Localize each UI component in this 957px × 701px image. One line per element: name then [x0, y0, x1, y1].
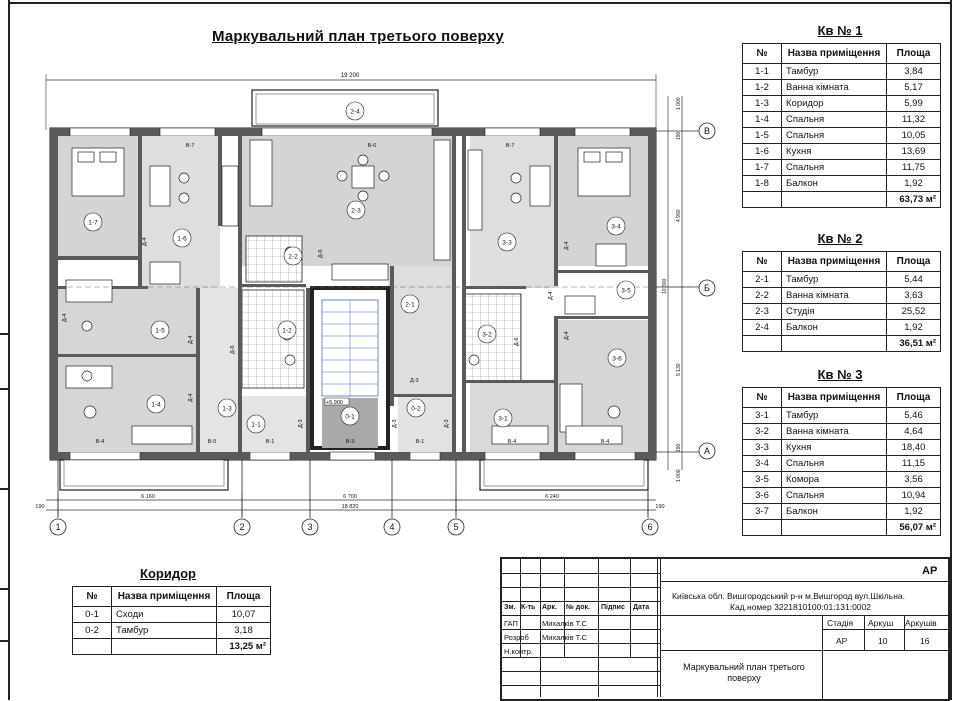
room-tag: 1-3	[222, 405, 232, 413]
room-tag: 0-2	[411, 405, 421, 413]
window-mark: В-4	[95, 439, 105, 445]
table-header-row: № Назва приміщення Площа	[73, 587, 271, 607]
table-row: 1-6 Кухня 13,69	[743, 144, 941, 160]
door-mark: Д-6	[514, 337, 520, 346]
header-area: Площа	[887, 44, 941, 64]
table-total-row	[743, 336, 941, 352]
table-row: 3-1 Тамбур 5,46	[743, 408, 941, 424]
table-row: 3-6 Спальня 10,94	[743, 488, 941, 504]
axis-label: 6	[647, 522, 653, 532]
axis-label: 1	[55, 522, 61, 532]
dim-right: 1 000	[676, 469, 682, 482]
room-tag: 3-3	[502, 239, 512, 247]
room-tag: 1-4	[151, 401, 161, 409]
dim-right: 190	[676, 443, 682, 452]
table-row: 3-5 Комора 3,56	[743, 472, 941, 488]
room-tag: 1-7	[88, 219, 98, 227]
table-row: 2-3 Студія 25,52	[743, 304, 941, 320]
elevation-mark: +5.900	[326, 400, 343, 406]
door-mark: Д-4	[62, 313, 68, 322]
dim-right: 5 130	[676, 363, 682, 376]
kv2-total: 36,51 м²	[887, 336, 941, 352]
axis-label: 5	[453, 522, 459, 532]
kv3-table	[742, 387, 941, 536]
table-header-row: № Назва приміщення Площа	[743, 388, 941, 408]
door-mark: Д-4	[188, 393, 194, 402]
dim-right: 1 000	[676, 97, 682, 110]
room-tag: 3-5	[621, 287, 631, 295]
stamp-address: Київська обл. Вишгородський р-н м.Вишгород вул.Шкільна.	[672, 591, 905, 601]
dim-5-6: 6 240	[545, 494, 559, 500]
axis-label: 4	[389, 522, 395, 532]
window-mark: В-7	[505, 143, 515, 149]
room-tag: 3-2	[482, 331, 492, 339]
room-tag: 1-6	[177, 235, 187, 243]
axis-label: Б	[704, 283, 710, 293]
stamp-cadastral: Кад.номер 3221810100:01:131:0002	[730, 602, 871, 612]
room-tag: 2-2	[288, 253, 298, 261]
table-row: 3-4 Спальня 11,15	[743, 456, 941, 472]
page-title: Маркувальний план третього поверху	[212, 28, 504, 45]
dim-1-2: 6 160	[141, 494, 155, 500]
stamp-sheet-title: Маркувальний план третього поверху	[683, 662, 805, 683]
window-mark: В-1	[415, 439, 425, 445]
room-tag: 2-4	[350, 108, 360, 116]
window-mark: В-4	[600, 439, 610, 445]
table-row: 0-2 Тамбур 3,18	[73, 623, 271, 639]
stamp-code: АР	[922, 565, 938, 577]
kv2-title: Кв № 2	[817, 231, 863, 246]
window-mark: В-3	[345, 439, 355, 445]
kv3-total: 56,07 м²	[887, 520, 941, 536]
door-mark: Д-3	[444, 419, 450, 428]
table-row: 2-1 Тамбур 5,44	[743, 272, 941, 288]
kv3-title: Кв № 3	[817, 367, 863, 382]
room-tag: 0-1	[345, 413, 355, 421]
header-name: Назва приміщення	[782, 44, 887, 64]
table-total-row	[73, 639, 271, 655]
table-total-row	[743, 192, 941, 208]
window-mark: В-7	[185, 143, 195, 149]
room-tag: 1-5	[155, 327, 165, 335]
table-row: 3-7 Балкон 1,92	[743, 504, 941, 520]
kv1-table	[742, 43, 941, 208]
dim-edge: 190	[35, 504, 45, 510]
table-row: 2-4 Балкон 1,92	[743, 320, 941, 336]
axis-label: В	[703, 126, 711, 136]
door-mark: Д-4	[188, 335, 194, 344]
table-row: 3-2 Ванна кімната 4,64	[743, 424, 941, 440]
door-mark: Д-3	[298, 419, 304, 428]
axis-label: 2	[239, 522, 245, 532]
axis-label: А	[703, 446, 711, 456]
table-header-row	[743, 44, 941, 64]
corridor-title: Коридор	[140, 566, 196, 581]
dim-right: 190	[676, 131, 682, 140]
door-mark: Д-3	[410, 378, 419, 384]
door-mark: Д-3	[392, 419, 398, 428]
room-tag: 1-1	[251, 421, 261, 429]
window-mark: В-6	[367, 143, 377, 149]
corridor-total: 13,25 м²	[217, 639, 271, 655]
dim-bottom-overall: 18 820	[341, 504, 359, 510]
table-row: 1-1 Тамбур 3,84	[743, 64, 941, 80]
room-tag: 3-1	[498, 415, 508, 423]
dim-edge: 190	[655, 504, 665, 510]
table-total-row	[743, 520, 941, 536]
kv1-total: 63,73 м²	[887, 192, 941, 208]
table-header-row: № Назва приміщення Площа	[743, 252, 941, 272]
header-num: №	[743, 44, 782, 64]
door-mark: Д-6	[318, 249, 324, 258]
window-mark: В-1	[265, 439, 275, 445]
door-mark: Д-4	[564, 241, 570, 250]
dim-2-5: 6 700	[343, 494, 357, 500]
window-mark: В-4	[507, 439, 517, 445]
corridor-table	[72, 586, 271, 655]
table-row: 1-2 Ванна кімната 5,17	[743, 80, 941, 96]
window-mark: В-5	[207, 439, 217, 445]
room-tag: 2-1	[405, 301, 415, 309]
dim-right: 4 990	[676, 209, 682, 222]
table-row: 1-4 Спальня 11,32	[743, 112, 941, 128]
room-tag: 3-6	[612, 355, 622, 363]
table-row: 1-7 Спальня 11,75	[743, 160, 941, 176]
kv1-title: Кв № 1	[817, 23, 863, 38]
table-row: 1-5 Спальня 10,05	[743, 128, 941, 144]
table-row: 3-3 Кухня 18,40	[743, 440, 941, 456]
room-tag: 2-3	[351, 207, 361, 215]
table-row: 1-3 Коридор 5,99	[743, 96, 941, 112]
door-mark: Д-4	[142, 237, 148, 246]
dim-right: 10 300	[662, 278, 668, 294]
door-mark: Д-6	[230, 345, 236, 354]
axis-label: 3	[307, 522, 313, 532]
room-tag: 1-2	[282, 327, 292, 335]
dim-overall: 19 200	[340, 73, 360, 79]
door-mark: Д-4	[564, 331, 570, 340]
table-row: 1-8 Балкон 1,92	[743, 176, 941, 192]
door-mark: Д-4	[548, 291, 554, 300]
table-row: 0-1 Сходи 10,07	[73, 607, 271, 623]
title-block: АР Київська обл. Вишгородський р-н м.Вишгород вул.Шкільна. Кад.номер 3221810100:01:131:0002 Зм. К-ть Арк. № док. Підпис Дата ГАП Розроб Н.контр. Михалків Т.С Михалків Т.С Стадія Аркуш Аркушів АР 10 16 Маркувальний план третього поверху	[500, 557, 950, 701]
table-row: 2-2 Ванна кімната 3,63	[743, 288, 941, 304]
kv2-table	[742, 251, 941, 352]
room-tag: 3-4	[611, 223, 621, 231]
